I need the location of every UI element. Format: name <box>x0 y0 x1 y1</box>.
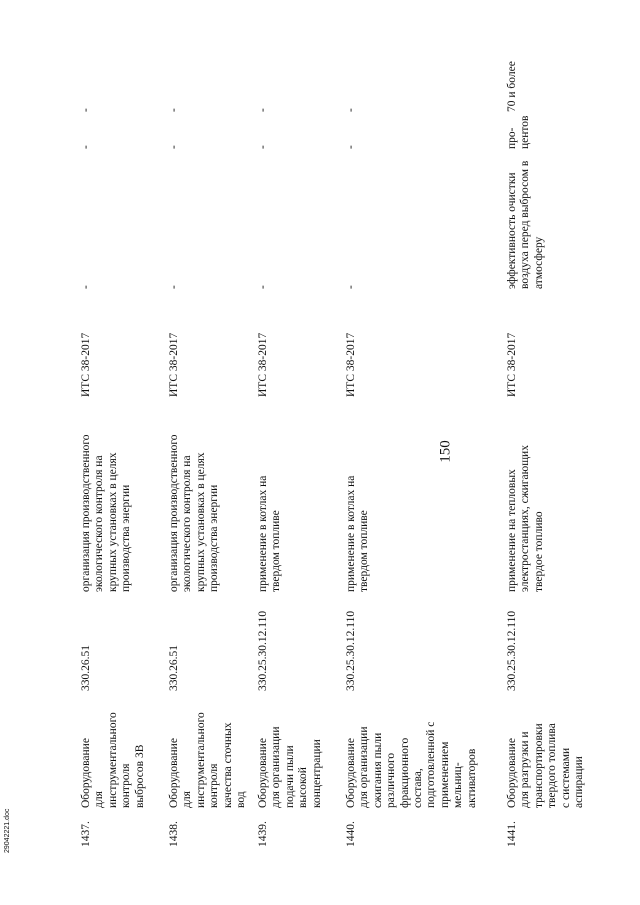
application-area: применение в котлах на твердом топливе <box>257 475 283 592</box>
value: - <box>345 108 357 112</box>
okpd-code: 330.26.51 <box>168 645 180 691</box>
indicator: - <box>80 285 92 289</box>
equipment-name: Оборудование для организации сжигания пыли различного фракционного состава, подготовленной с применением мельниц-активаторов <box>345 721 478 808</box>
application-area: организация производственного экологического контроля на крупных установках в целях производства энергии <box>80 434 133 592</box>
application-area: применение на тепловых электростанциях, сжигающих твердое топливо <box>506 445 545 592</box>
document-filename: 29042221.doc <box>4 808 11 853</box>
page-number: 150 <box>437 440 454 463</box>
its-reference: ИТС 38-2017 <box>168 332 180 397</box>
value: - <box>80 108 92 112</box>
equipment-table <box>80 57 586 847</box>
unit: про-центов <box>506 115 532 149</box>
indicator: эффективность очистки воздуха перед выбросом в атмосферу <box>506 160 545 289</box>
application-area: применение в котлах на твердом топливе <box>345 475 371 592</box>
its-reference: ИТС 38-2017 <box>345 332 357 397</box>
row-number: 1439. <box>257 821 269 847</box>
okpd-code: 330.25.30.12.110 <box>506 610 518 691</box>
row-number: 1438. <box>168 821 180 847</box>
value: - <box>257 108 269 112</box>
unit: - <box>345 145 357 149</box>
application-area: организация производственного экологического контроля на крупных установках в целях производства энергии <box>168 434 221 592</box>
equipment-name: Оборудование для разгрузки и транспортировки твердого топлива с системами аспирации <box>506 723 586 808</box>
value: 70 и более <box>506 61 518 112</box>
okpd-code: 330.25.30.12.110 <box>257 610 269 691</box>
its-reference: ИТС 38-2017 <box>257 332 269 397</box>
equipment-name: Оборудование для инструментального контроля выбросов ЗВ <box>80 712 146 808</box>
indicator: - <box>345 285 357 289</box>
indicator: - <box>257 285 269 289</box>
its-reference: ИТС 38-2017 <box>80 332 92 397</box>
value: - <box>168 108 180 112</box>
okpd-code: 330.25.30.12.110 <box>345 610 357 691</box>
row-number: 1440. <box>345 821 357 847</box>
its-reference: ИТС 38-2017 <box>506 332 518 397</box>
indicator: - <box>168 285 180 289</box>
equipment-name: Оборудование для инструментального контроля качества сточных вод <box>168 712 248 808</box>
unit: - <box>168 145 180 149</box>
unit: - <box>80 145 92 149</box>
equipment-name: Оборудование для организации подачи пыли высокой концентрации <box>257 726 323 808</box>
row-number: 1441. <box>506 821 518 847</box>
row-number: 1437. <box>80 821 92 847</box>
unit: - <box>257 145 269 149</box>
okpd-code: 330.26.51 <box>80 645 92 691</box>
